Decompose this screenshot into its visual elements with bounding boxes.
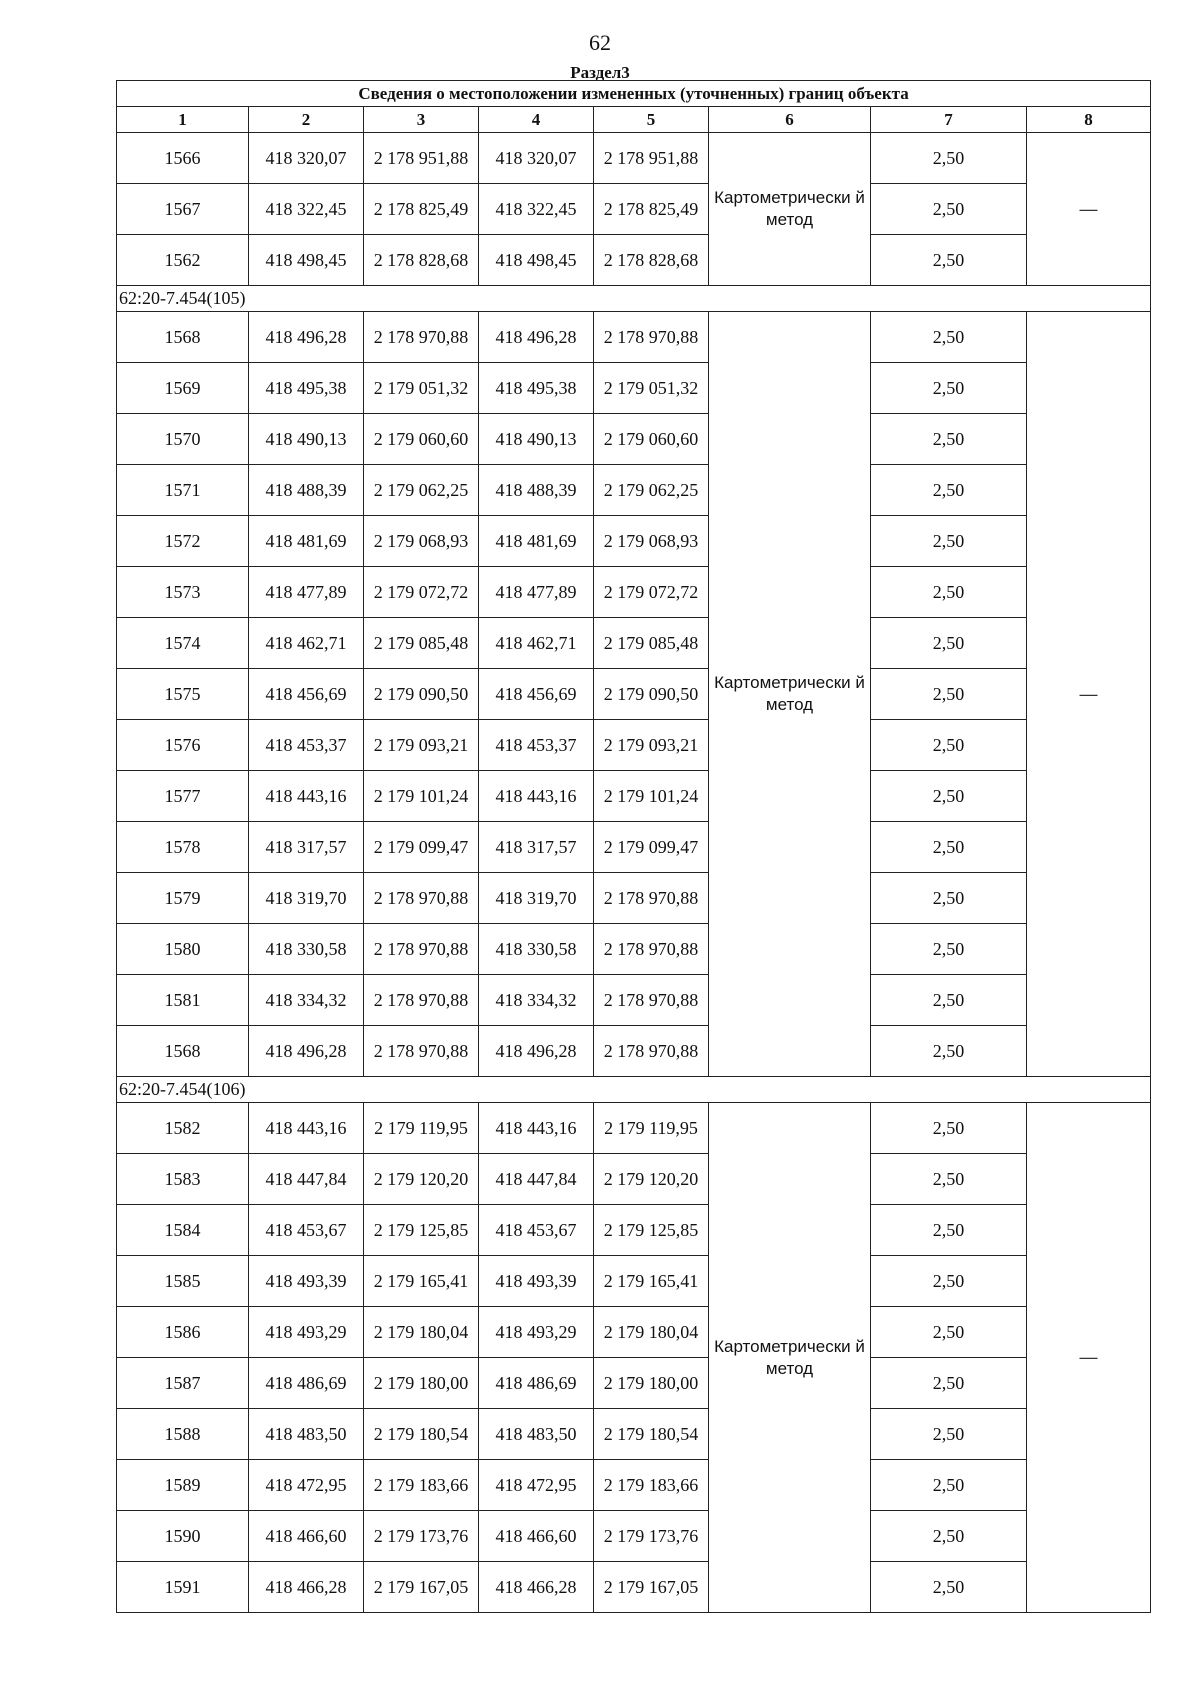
y-coordinate: 2 178 970,88 xyxy=(364,873,479,924)
y-coordinate: 2 178 970,88 xyxy=(364,1026,479,1077)
y-coordinate: 2 179 051,32 xyxy=(364,363,479,414)
x-coordinate: 418 334,32 xyxy=(249,975,364,1026)
x-coordinate-new: 418 498,45 xyxy=(479,235,594,286)
x-coordinate-new: 418 453,67 xyxy=(479,1205,594,1256)
y-coordinate-new: 2 179 167,05 xyxy=(594,1562,709,1613)
x-coordinate-new: 418 472,95 xyxy=(479,1460,594,1511)
column-header: 7 xyxy=(871,107,1027,133)
y-coordinate: 2 179 085,48 xyxy=(364,618,479,669)
point-number: 1588 xyxy=(117,1409,249,1460)
x-coordinate-new: 418 443,16 xyxy=(479,771,594,822)
y-coordinate: 2 179 173,76 xyxy=(364,1511,479,1562)
x-coordinate: 418 317,57 xyxy=(249,822,364,873)
table-row xyxy=(117,669,1151,720)
table-row xyxy=(117,235,1151,286)
accuracy-value: 2,50 xyxy=(871,822,1027,873)
table-row xyxy=(117,771,1151,822)
x-coordinate-new: 418 493,29 xyxy=(479,1307,594,1358)
x-coordinate-new: 418 477,89 xyxy=(479,567,594,618)
accuracy-value: 2,50 xyxy=(871,924,1027,975)
table-row xyxy=(117,1409,1151,1460)
point-number: 1579 xyxy=(117,873,249,924)
x-coordinate: 418 322,45 xyxy=(249,184,364,235)
x-coordinate-new: 418 466,60 xyxy=(479,1511,594,1562)
x-coordinate: 418 481,69 xyxy=(249,516,364,567)
y-coordinate-new: 2 178 828,68 xyxy=(594,235,709,286)
y-coordinate: 2 178 951,88 xyxy=(364,133,479,184)
accuracy-value: 2,50 xyxy=(871,1103,1027,1154)
y-coordinate-new: 2 179 068,93 xyxy=(594,516,709,567)
page-number: 62 xyxy=(589,30,611,55)
point-number: 1591 xyxy=(117,1562,249,1613)
accuracy-value: 2,50 xyxy=(871,567,1027,618)
x-coordinate-new: 418 495,38 xyxy=(479,363,594,414)
table-row xyxy=(117,822,1151,873)
point-number: 1589 xyxy=(117,1460,249,1511)
column-header: 4 xyxy=(479,107,594,133)
table-row xyxy=(117,873,1151,924)
table-row xyxy=(117,1460,1151,1511)
point-number: 1581 xyxy=(117,975,249,1026)
y-coordinate-new: 2 178 970,88 xyxy=(594,924,709,975)
point-number: 1580 xyxy=(117,924,249,975)
y-coordinate-new: 2 179 120,20 xyxy=(594,1154,709,1205)
y-coordinate-new: 2 178 825,49 xyxy=(594,184,709,235)
table-row xyxy=(117,567,1151,618)
x-coordinate: 418 477,89 xyxy=(249,567,364,618)
accuracy-value: 2,50 xyxy=(871,1307,1027,1358)
point-number: 1590 xyxy=(117,1511,249,1562)
table-row xyxy=(117,1562,1151,1613)
x-coordinate-new: 418 493,39 xyxy=(479,1256,594,1307)
y-coordinate: 2 179 180,04 xyxy=(364,1307,479,1358)
y-coordinate-new: 2 178 970,88 xyxy=(594,975,709,1026)
method-cell: Картометрически й метод xyxy=(709,1103,871,1613)
y-coordinate: 2 179 183,66 xyxy=(364,1460,479,1511)
y-coordinate-new: 2 179 180,00 xyxy=(594,1358,709,1409)
point-number: 1571 xyxy=(117,465,249,516)
column-header: 6 xyxy=(709,107,871,133)
table-row xyxy=(117,1511,1151,1562)
x-coordinate-new: 418 486,69 xyxy=(479,1358,594,1409)
column-header: 3 xyxy=(364,107,479,133)
accuracy-value: 2,50 xyxy=(871,363,1027,414)
accuracy-value: 2,50 xyxy=(871,669,1027,720)
y-coordinate-new: 2 179 099,47 xyxy=(594,822,709,873)
point-number: 1574 xyxy=(117,618,249,669)
y-coordinate: 2 178 970,88 xyxy=(364,975,479,1026)
y-coordinate-new: 2 179 072,72 xyxy=(594,567,709,618)
x-coordinate: 418 483,50 xyxy=(249,1409,364,1460)
table-row xyxy=(117,1307,1151,1358)
table-row xyxy=(117,1256,1151,1307)
y-coordinate-new: 2 179 180,04 xyxy=(594,1307,709,1358)
table-caption: Сведения о местоположении измененных (уточненных) границ объекта xyxy=(117,81,1151,107)
x-coordinate-new: 418 496,28 xyxy=(479,1026,594,1077)
x-coordinate: 418 443,16 xyxy=(249,771,364,822)
x-coordinate-new: 418 490,13 xyxy=(479,414,594,465)
x-coordinate-new: 418 443,16 xyxy=(479,1103,594,1154)
x-coordinate-new: 418 466,28 xyxy=(479,1562,594,1613)
accuracy-value: 2,50 xyxy=(871,1154,1027,1205)
point-number: 1585 xyxy=(117,1256,249,1307)
y-coordinate: 2 179 072,72 xyxy=(364,567,479,618)
x-coordinate: 418 330,58 xyxy=(249,924,364,975)
point-number: 1568 xyxy=(117,1026,249,1077)
method-cell: Картометрически й метод xyxy=(709,133,871,286)
point-number: 1562 xyxy=(117,235,249,286)
y-coordinate: 2 179 068,93 xyxy=(364,516,479,567)
y-coordinate: 2 179 060,60 xyxy=(364,414,479,465)
table-row xyxy=(117,516,1151,567)
x-coordinate-new: 418 317,57 xyxy=(479,822,594,873)
x-coordinate: 418 493,39 xyxy=(249,1256,364,1307)
accuracy-value: 2,50 xyxy=(871,1026,1027,1077)
table-row xyxy=(117,133,1151,184)
accuracy-value: 2,50 xyxy=(871,1256,1027,1307)
table-row xyxy=(117,1026,1151,1077)
y-coordinate-new: 2 179 183,66 xyxy=(594,1460,709,1511)
x-coordinate-new: 418 447,84 xyxy=(479,1154,594,1205)
point-number: 1570 xyxy=(117,414,249,465)
parcel-header-row xyxy=(117,286,1151,312)
y-coordinate: 2 179 062,25 xyxy=(364,465,479,516)
table-row xyxy=(117,465,1151,516)
y-coordinate: 2 179 120,20 xyxy=(364,1154,479,1205)
y-coordinate-new: 2 179 051,32 xyxy=(594,363,709,414)
accuracy-value: 2,50 xyxy=(871,618,1027,669)
x-coordinate-new: 418 488,39 xyxy=(479,465,594,516)
x-coordinate-new: 418 462,71 xyxy=(479,618,594,669)
accuracy-value: 2,50 xyxy=(871,133,1027,184)
point-number: 1568 xyxy=(117,312,249,363)
y-coordinate-new: 2 179 173,76 xyxy=(594,1511,709,1562)
accuracy-value: 2,50 xyxy=(871,720,1027,771)
y-coordinate: 2 178 970,88 xyxy=(364,312,479,363)
x-coordinate: 418 496,28 xyxy=(249,312,364,363)
point-number: 1584 xyxy=(117,1205,249,1256)
point-number: 1583 xyxy=(117,1154,249,1205)
y-coordinate-new: 2 178 970,88 xyxy=(594,312,709,363)
y-coordinate: 2 179 180,00 xyxy=(364,1358,479,1409)
accuracy-value: 2,50 xyxy=(871,465,1027,516)
x-coordinate: 418 488,39 xyxy=(249,465,364,516)
x-coordinate: 418 495,38 xyxy=(249,363,364,414)
y-coordinate: 2 178 828,68 xyxy=(364,235,479,286)
point-number: 1567 xyxy=(117,184,249,235)
column-header-row xyxy=(117,107,1151,133)
x-coordinate-new: 418 330,58 xyxy=(479,924,594,975)
column-header: 2 xyxy=(249,107,364,133)
y-coordinate: 2 178 970,88 xyxy=(364,924,479,975)
parcel-id: 62:20-7.454(105) xyxy=(117,286,1151,312)
x-coordinate: 418 493,29 xyxy=(249,1307,364,1358)
y-coordinate: 2 179 090,50 xyxy=(364,669,479,720)
x-coordinate: 418 498,45 xyxy=(249,235,364,286)
parcel-header-row xyxy=(117,1077,1151,1103)
accuracy-value: 2,50 xyxy=(871,312,1027,363)
accuracy-value: 2,50 xyxy=(871,1409,1027,1460)
table-body xyxy=(117,81,1151,1613)
x-coordinate-new: 418 319,70 xyxy=(479,873,594,924)
x-coordinate: 418 466,28 xyxy=(249,1562,364,1613)
table-row xyxy=(117,1154,1151,1205)
point-number: 1572 xyxy=(117,516,249,567)
y-coordinate: 2 179 101,24 xyxy=(364,771,479,822)
y-coordinate: 2 179 167,05 xyxy=(364,1562,479,1613)
x-coordinate: 418 443,16 xyxy=(249,1103,364,1154)
accuracy-value: 2,50 xyxy=(871,1205,1027,1256)
accuracy-value: 2,50 xyxy=(871,1562,1027,1613)
accuracy-value: 2,50 xyxy=(871,516,1027,567)
x-coordinate: 418 453,37 xyxy=(249,720,364,771)
x-coordinate: 418 447,84 xyxy=(249,1154,364,1205)
note-cell: — xyxy=(1027,312,1151,1077)
y-coordinate-new: 2 179 085,48 xyxy=(594,618,709,669)
y-coordinate-new: 2 179 090,50 xyxy=(594,669,709,720)
y-coordinate-new: 2 179 125,85 xyxy=(594,1205,709,1256)
table-row xyxy=(117,184,1151,235)
accuracy-value: 2,50 xyxy=(871,873,1027,924)
y-coordinate-new: 2 178 970,88 xyxy=(594,873,709,924)
y-coordinate: 2 179 093,21 xyxy=(364,720,479,771)
x-coordinate: 418 490,13 xyxy=(249,414,364,465)
x-coordinate-new: 418 322,45 xyxy=(479,184,594,235)
point-number: 1573 xyxy=(117,567,249,618)
point-number: 1575 xyxy=(117,669,249,720)
table-caption-row xyxy=(117,81,1151,107)
accuracy-value: 2,50 xyxy=(871,771,1027,822)
y-coordinate-new: 2 179 119,95 xyxy=(594,1103,709,1154)
x-coordinate: 418 319,70 xyxy=(249,873,364,924)
section-title: Раздел3 xyxy=(570,63,630,82)
boundary-table xyxy=(116,80,1151,1613)
y-coordinate: 2 179 125,85 xyxy=(364,1205,479,1256)
parcel-id: 62:20-7.454(106) xyxy=(117,1077,1151,1103)
y-coordinate-new: 2 179 093,21 xyxy=(594,720,709,771)
x-coordinate-new: 418 483,50 xyxy=(479,1409,594,1460)
x-coordinate-new: 418 334,32 xyxy=(479,975,594,1026)
x-coordinate: 418 496,28 xyxy=(249,1026,364,1077)
x-coordinate-new: 418 320,07 xyxy=(479,133,594,184)
x-coordinate: 418 453,67 xyxy=(249,1205,364,1256)
table-row xyxy=(117,312,1151,363)
point-number: 1587 xyxy=(117,1358,249,1409)
y-coordinate: 2 179 119,95 xyxy=(364,1103,479,1154)
y-coordinate: 2 178 825,49 xyxy=(364,184,479,235)
point-number: 1569 xyxy=(117,363,249,414)
x-coordinate: 418 466,60 xyxy=(249,1511,364,1562)
y-coordinate-new: 2 179 180,54 xyxy=(594,1409,709,1460)
table-row xyxy=(117,1205,1151,1256)
column-header: 1 xyxy=(117,107,249,133)
accuracy-value: 2,50 xyxy=(871,1460,1027,1511)
x-coordinate-new: 418 453,37 xyxy=(479,720,594,771)
table-row xyxy=(117,924,1151,975)
y-coordinate: 2 179 180,54 xyxy=(364,1409,479,1460)
x-coordinate-new: 418 496,28 xyxy=(479,312,594,363)
accuracy-value: 2,50 xyxy=(871,1511,1027,1562)
x-coordinate-new: 418 456,69 xyxy=(479,669,594,720)
y-coordinate: 2 179 099,47 xyxy=(364,822,479,873)
accuracy-value: 2,50 xyxy=(871,975,1027,1026)
point-number: 1578 xyxy=(117,822,249,873)
accuracy-value: 2,50 xyxy=(871,414,1027,465)
table-row xyxy=(117,414,1151,465)
point-number: 1586 xyxy=(117,1307,249,1358)
accuracy-value: 2,50 xyxy=(871,1358,1027,1409)
y-coordinate-new: 2 178 970,88 xyxy=(594,1026,709,1077)
accuracy-value: 2,50 xyxy=(871,235,1027,286)
x-coordinate: 418 320,07 xyxy=(249,133,364,184)
point-number: 1582 xyxy=(117,1103,249,1154)
table-row xyxy=(117,1358,1151,1409)
note-cell: — xyxy=(1027,133,1151,286)
x-coordinate: 418 462,71 xyxy=(249,618,364,669)
x-coordinate: 418 472,95 xyxy=(249,1460,364,1511)
y-coordinate: 2 179 165,41 xyxy=(364,1256,479,1307)
table-row xyxy=(117,975,1151,1026)
accuracy-value: 2,50 xyxy=(871,184,1027,235)
y-coordinate-new: 2 179 060,60 xyxy=(594,414,709,465)
point-number: 1576 xyxy=(117,720,249,771)
table-row xyxy=(117,720,1151,771)
x-coordinate: 418 486,69 xyxy=(249,1358,364,1409)
x-coordinate-new: 418 481,69 xyxy=(479,516,594,567)
table-row xyxy=(117,363,1151,414)
table-row xyxy=(117,618,1151,669)
column-header: 5 xyxy=(594,107,709,133)
point-number: 1566 xyxy=(117,133,249,184)
table-row xyxy=(117,1103,1151,1154)
note-cell: — xyxy=(1027,1103,1151,1613)
x-coordinate: 418 456,69 xyxy=(249,669,364,720)
column-header: 8 xyxy=(1027,107,1151,133)
y-coordinate-new: 2 179 062,25 xyxy=(594,465,709,516)
method-cell: Картометрически й метод xyxy=(709,312,871,1077)
y-coordinate-new: 2 179 165,41 xyxy=(594,1256,709,1307)
y-coordinate-new: 2 179 101,24 xyxy=(594,771,709,822)
point-number: 1577 xyxy=(117,771,249,822)
y-coordinate-new: 2 178 951,88 xyxy=(594,133,709,184)
